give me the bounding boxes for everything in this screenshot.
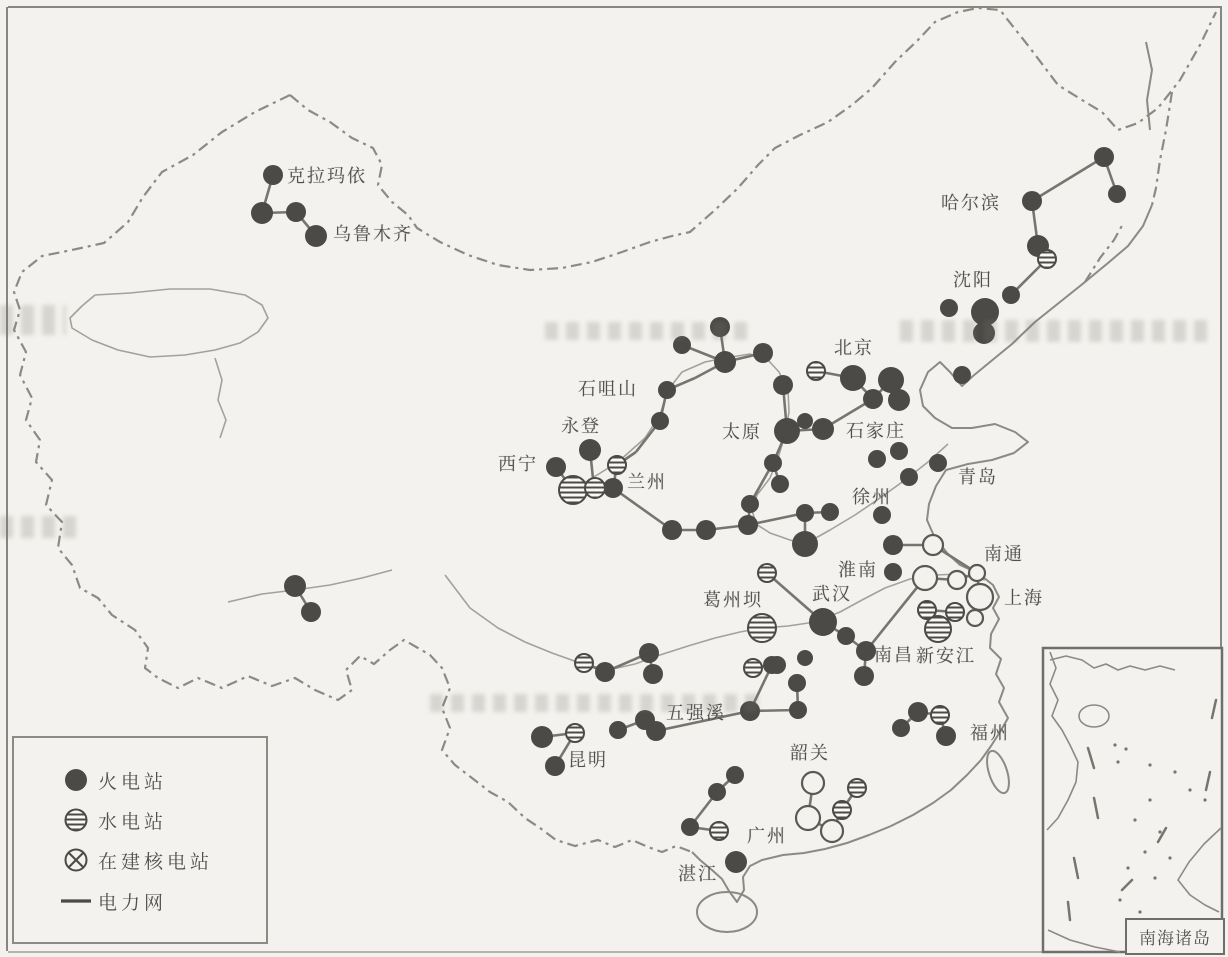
nuclear-station-marker	[923, 535, 943, 555]
hydro-station-marker	[931, 706, 949, 724]
thermal-station-marker	[696, 520, 716, 540]
city-label: 南昌	[874, 645, 914, 665]
legend-row-nuclear	[14, 840, 266, 880]
city-label: 克拉玛依	[287, 166, 367, 186]
legend-row-grid	[14, 881, 266, 921]
thermal-station-marker	[812, 418, 834, 440]
thermal-station-marker	[753, 343, 773, 363]
thermal-station-marker	[286, 202, 306, 222]
city-label: 淮南	[838, 560, 878, 580]
hydro-station-marker	[833, 801, 851, 819]
thermal-station-marker	[854, 666, 874, 686]
thermal-station-marker	[809, 608, 837, 636]
thermal-station-marker	[792, 531, 818, 557]
thermal-station-marker	[726, 766, 744, 784]
city-label: 昆明	[568, 750, 608, 770]
thermal-station-marker	[1022, 191, 1042, 211]
grid-line	[866, 580, 923, 651]
nuclear-station-marker	[967, 610, 983, 626]
thermal-station-marker	[284, 575, 306, 597]
thermal-station-marker	[1094, 147, 1114, 167]
city-label: 石家庄	[846, 421, 906, 441]
city-label: 湛江	[678, 864, 718, 884]
yarlung-river	[228, 570, 392, 602]
city-label: 广州	[747, 826, 787, 846]
thermal-station-marker	[883, 535, 903, 555]
city-label: 永登	[561, 416, 601, 436]
thermal-station-marker	[900, 468, 918, 486]
hydro-station-marker	[710, 822, 728, 840]
thermal-station-marker	[531, 726, 553, 748]
thermal-station-marker	[738, 515, 758, 535]
thermal-station-marker	[890, 442, 908, 460]
thermal-station-marker	[940, 299, 958, 317]
station-markers	[251, 147, 1126, 873]
legend-label-thermal: 火电站	[98, 771, 168, 793]
nuclear-station-marker	[821, 820, 843, 842]
thermal-station-marker	[301, 602, 321, 622]
city-label: 福州	[970, 723, 1010, 743]
city-label: 徐州	[852, 487, 892, 507]
hydro-station-marker	[1038, 250, 1056, 268]
thermal-station-marker	[774, 418, 800, 444]
thermal-station-marker	[936, 726, 956, 746]
thermal-station-marker	[1002, 286, 1020, 304]
nuclear-station-marker	[913, 566, 937, 590]
city-label: 北京	[834, 338, 874, 358]
city-label: 上海	[1004, 588, 1044, 608]
hydro-station-marker	[848, 779, 866, 797]
nuclear-station-marker	[967, 584, 993, 610]
ussuri-border	[1152, 92, 1172, 205]
thermal-station-marker	[788, 674, 806, 692]
russia-coast-line	[1146, 42, 1152, 130]
legend-box	[12, 736, 268, 944]
city-label: 沈阳	[953, 270, 993, 290]
hydro-station-marker	[575, 654, 593, 672]
thermal-station-marker	[856, 641, 876, 661]
thermal-station-marker	[579, 439, 601, 461]
thermal-station-marker	[764, 454, 782, 472]
national-border-north	[290, 8, 1216, 270]
hydro-station-marker	[559, 476, 587, 504]
hydro-station-marker	[566, 724, 584, 742]
hotan-river	[215, 358, 226, 438]
city-label: 新安江	[916, 646, 976, 666]
inset-label: 南海诸岛	[1139, 929, 1211, 948]
thermal-station-marker	[595, 662, 615, 682]
hydro-station-marker	[758, 564, 776, 582]
city-label: 兰州	[627, 472, 667, 492]
thermal-station-marker	[771, 475, 789, 493]
grid-line	[1032, 157, 1104, 201]
thermal-station-marker	[763, 656, 781, 674]
thermal-station-marker	[789, 701, 807, 719]
city-label: 哈尔滨	[941, 193, 1001, 213]
thermal-station-marker	[773, 375, 793, 395]
nuclear-station-marker	[969, 565, 985, 581]
thermal-station-marker	[251, 202, 273, 224]
thermal-station-marker	[873, 506, 891, 524]
thermal-station-marker	[884, 563, 902, 581]
legend-label-nuclear: 在建核电站	[98, 851, 214, 873]
thermal-station-icon	[54, 767, 98, 793]
power-grid-icon	[54, 897, 98, 905]
thermal-station-marker	[305, 225, 327, 247]
print-bleed-artifact	[0, 516, 78, 538]
grid-line	[613, 488, 672, 530]
print-bleed-artifact	[545, 322, 750, 340]
city-label: 太原	[722, 422, 762, 442]
hydro-station-marker	[925, 616, 951, 642]
hydro-station-marker	[946, 603, 964, 621]
thermal-station-marker	[639, 643, 659, 663]
nuclear-station-icon	[54, 847, 98, 873]
thermal-station-marker	[821, 503, 839, 521]
thermal-station-marker	[658, 381, 676, 399]
thermal-station-marker	[681, 818, 699, 836]
thermal-station-marker	[662, 520, 682, 540]
print-bleed-artifact	[0, 305, 66, 335]
inset-frame	[1043, 648, 1222, 952]
taiwan-island	[983, 748, 1014, 795]
nuclear-station-marker	[802, 772, 824, 794]
thermal-station-marker	[888, 389, 910, 411]
city-label: 乌鲁木齐	[333, 224, 413, 244]
legend-row-hydro	[14, 800, 266, 840]
thermal-station-marker	[741, 495, 759, 513]
thermal-station-marker	[953, 366, 971, 384]
hydro-station-icon	[54, 807, 98, 833]
thermal-station-marker	[609, 721, 627, 739]
hydro-station-marker	[748, 614, 776, 642]
thermal-station-marker	[892, 719, 910, 737]
thermal-station-marker	[797, 650, 813, 666]
city-label: 南通	[984, 544, 1024, 564]
city-label: 西宁	[498, 454, 538, 474]
thermal-station-marker	[714, 351, 736, 373]
thermal-station-marker	[643, 664, 663, 684]
south-china-sea-inset	[1043, 648, 1222, 952]
hydro-station-marker	[807, 362, 825, 380]
thermal-station-marker	[797, 413, 813, 429]
city-label: 武汉	[812, 584, 852, 604]
city-label: 青岛	[958, 467, 998, 487]
thermal-station-marker	[725, 851, 747, 873]
thermal-station-marker	[545, 756, 565, 776]
thermal-station-marker	[796, 504, 814, 522]
legend-label-hydro: 水电站	[98, 811, 168, 833]
nuclear-station-marker	[948, 571, 966, 589]
city-label: 五强溪	[666, 703, 726, 723]
thermal-station-marker	[908, 702, 928, 722]
print-bleed-artifact	[900, 320, 1215, 342]
city-label: 葛州坝	[703, 590, 763, 610]
thermal-station-marker	[863, 389, 883, 409]
hydro-station-marker	[744, 659, 762, 677]
city-label: 韶关	[790, 743, 830, 763]
thermal-station-marker	[840, 365, 866, 391]
thermal-station-marker	[708, 783, 726, 801]
thermal-station-marker	[263, 165, 283, 185]
thermal-station-marker	[651, 412, 669, 430]
hydro-station-marker	[585, 478, 605, 498]
legend-label-grid: 电力网	[98, 892, 168, 914]
thermal-station-marker	[837, 627, 855, 645]
hainan-island	[697, 892, 757, 932]
city-label: 石咀山	[578, 379, 638, 399]
tarim-basin-outline	[70, 289, 268, 357]
nuclear-station-marker	[796, 806, 820, 830]
thermal-station-marker	[929, 454, 947, 472]
thermal-station-marker	[1108, 185, 1126, 203]
hydro-station-marker	[608, 456, 626, 474]
inset-label-box	[1125, 918, 1225, 955]
korea-border	[1085, 222, 1124, 282]
thermal-station-marker	[646, 721, 666, 741]
thermal-station-marker	[868, 450, 886, 468]
thermal-station-marker	[546, 457, 566, 477]
legend-row-thermal	[14, 760, 266, 800]
print-bleed-artifact	[430, 694, 765, 712]
